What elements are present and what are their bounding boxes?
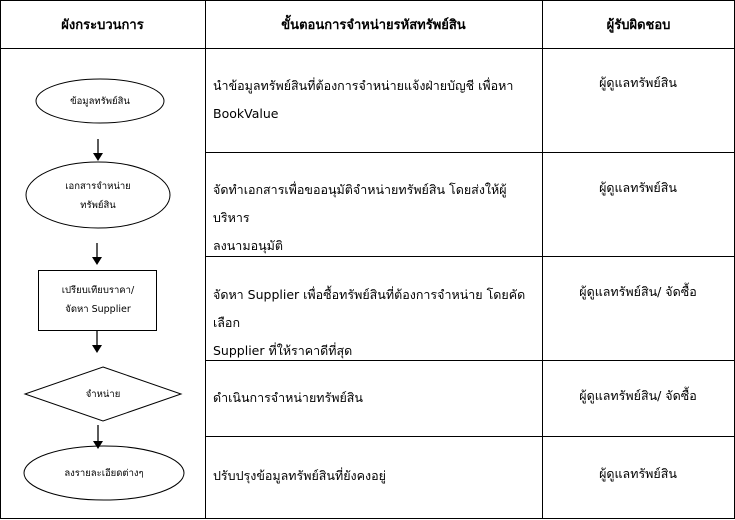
flow-label-compare: เปรียบเทียบราคา/ จัดหา Supplier: [61, 285, 135, 315]
flow-label-data: ข้อมูลทรัพย์สิน: [70, 96, 130, 107]
header-responsible: ผู้รับผิดชอบ: [606, 17, 671, 33]
responsible-row-5: ผู้ดูแลทรัพย์สิน: [599, 466, 677, 481]
step-row-2: จัดทำเอกสารเพื่อขออนุมัติจำหน่ายทรัพย์สิน โดยส่งให้ผู้บริหาร ลงนามอนุมัติ: [213, 182, 507, 253]
flow-label-sell: จำหน่าย: [85, 389, 121, 400]
responsible-row-2: ผู้ดูแลทรัพย์สิน: [599, 180, 677, 195]
header-steps: ขั้นตอนการจำหน่ายรหัสทรัพย์สิน: [281, 17, 466, 33]
step-row-5: ปรับปรุงข้อมูลทรัพย์สินที่ยังคงอยู่: [213, 468, 386, 483]
responsible-row-4: ผู้ดูแลทรัพย์สิน/ จัดซื้อ: [579, 388, 697, 403]
step-row-1: นำข้อมูลทรัพย์สินที่ต้องการจำหน่ายแจ้งฝ่ายบัญชี เพื่อหา BookValue: [213, 78, 514, 121]
flow-label-details: ลงรายละเอียดต่างๆ: [64, 468, 144, 479]
flow-label-document: เอกสารจำหน่าย ทรัพย์สิน: [65, 181, 131, 211]
step-row-3: จัดหา Supplier เพื่อซื้อทรัพย์สินที่ต้องการจำหน่าย โดยคัดเลือก Supplier ที่ให้ราคาดีที่สุด: [213, 287, 526, 358]
responsible-row-3: ผู้ดูแลทรัพย์สิน/ จัดซื้อ: [579, 284, 697, 299]
step-row-4: ดำเนินการจำหน่ายทรัพย์สิน: [213, 390, 363, 405]
responsible-row-1: ผู้ดูแลทรัพย์สิน: [599, 75, 677, 90]
header-flow: ผังกระบวนการ: [61, 17, 144, 33]
